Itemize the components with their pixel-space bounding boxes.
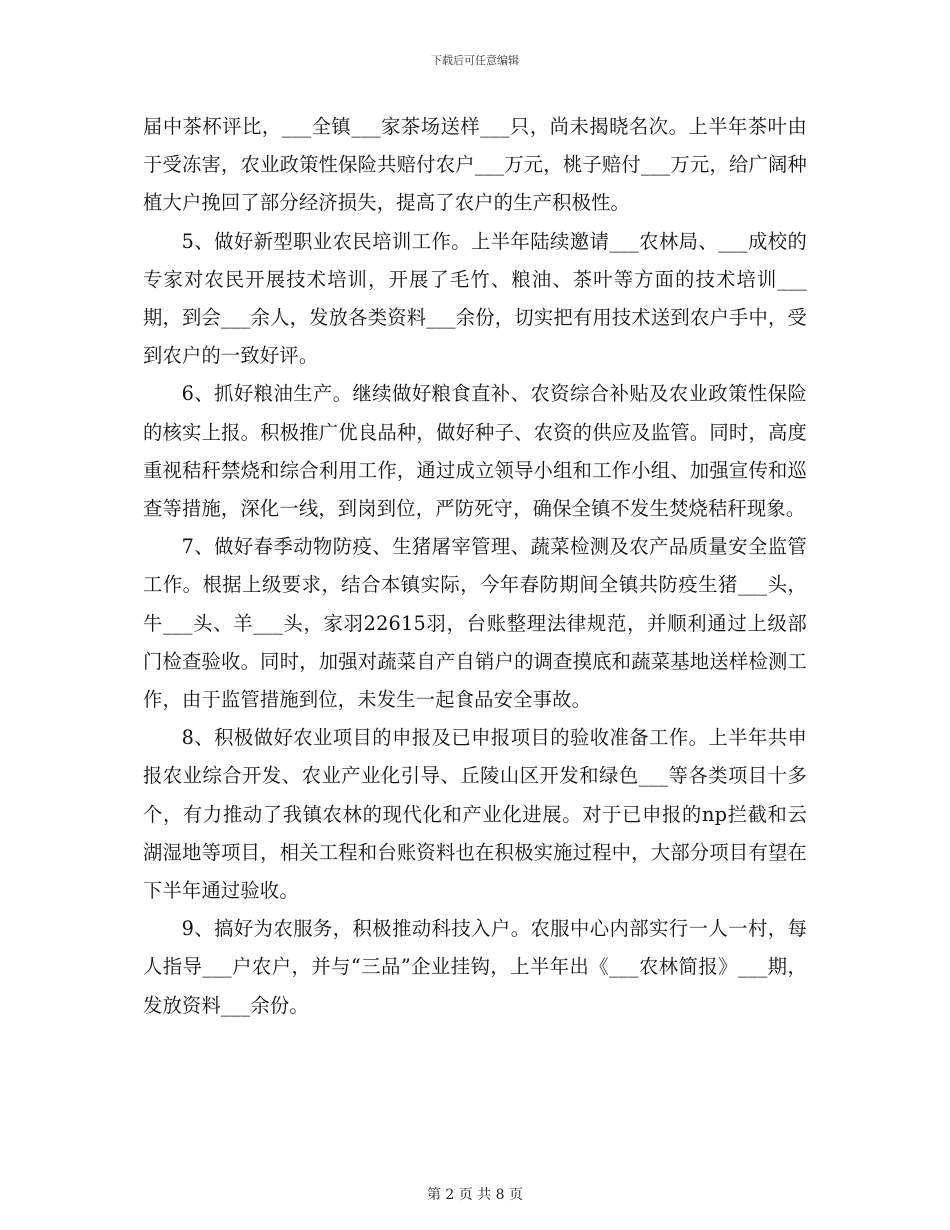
paragraph-item-6: 6、抓好粮油生产。继续做好粮食直补、农资综合补贴及农业政策性保险的核实上报。积极推广优良品种，做好种子、农资的供应及监管。同时，高度重视秸秆禁烧和综合利用工作，通过成立领导小组和工作小组、加强宣传和巡查等措施，深化一线，到岗到位，严防死守，确保全镇不发生焚烧秸秆现象。 [143,382,807,521]
paragraph-item-5: 5、做好新型职业农民培训工作。上半年陆续邀请___农林局、___成校的专家对农民开展技术培训，开展了毛竹、粮油、茶叶等方面的技术培训___期，到会___余人，发放各类资料___余份，切实把有用技术送到农户手中，受到农户的一致好评。 [143,229,807,368]
page-number: 第 2 页 共 8 页 [426,1187,524,1203]
paragraph-item-9: 9、搞好为农服务，积极推动科技入户。农服中心内部实行一人一村，每人指导___户农户，并与“三品”企业挂钩，上半年出《___农林简报》___期，发放资料___余份。 [143,917,807,1017]
paragraph-continued: 届中茶杯评比，___全镇___家茶场送样___只，尚未揭晓名次。上半年茶叶由于受冻害，农业政策性保险共赔付农户___万元，桃子赔付___万元，给广阔种植大户挽回了部分经济损失，提高了农户的生产积极性。 [143,115,807,215]
paragraph-item-8: 8、积极做好农业项目的申报及已申报项目的验收准备工作。上半年共申报农业综合开发、农业产业化引导、丘陵山区开发和绿色___等各类项目十多个，有力推动了我镇农林的现代化和产业化进展。对于已申报的np拦截和云湖湿地等项目，相关工程和台账资料也在积极实施过程中，大部分项目有望在下半年通过验收。 [143,726,807,903]
document-body [143,108,807,1025]
paragraph-item-7: 7、做好春季动物防疫、生猪屠宰管理、蔬菜检测及农产品质量安全监管工作。根据上级要求，结合本镇实际，今年春防期间全镇共防疫生猪___头，牛___头、羊___头，家羽22615羽，台账整理法律规范，并顺利通过上级部门检查验收。同时，加强对蔬菜自产自销户的调查摸底和蔬菜基地送样检测工作，由于监管措施到位，未发生一起食品安全事故。 [143,535,807,712]
page-header: 下载后可任意编辑 [431,54,519,67]
